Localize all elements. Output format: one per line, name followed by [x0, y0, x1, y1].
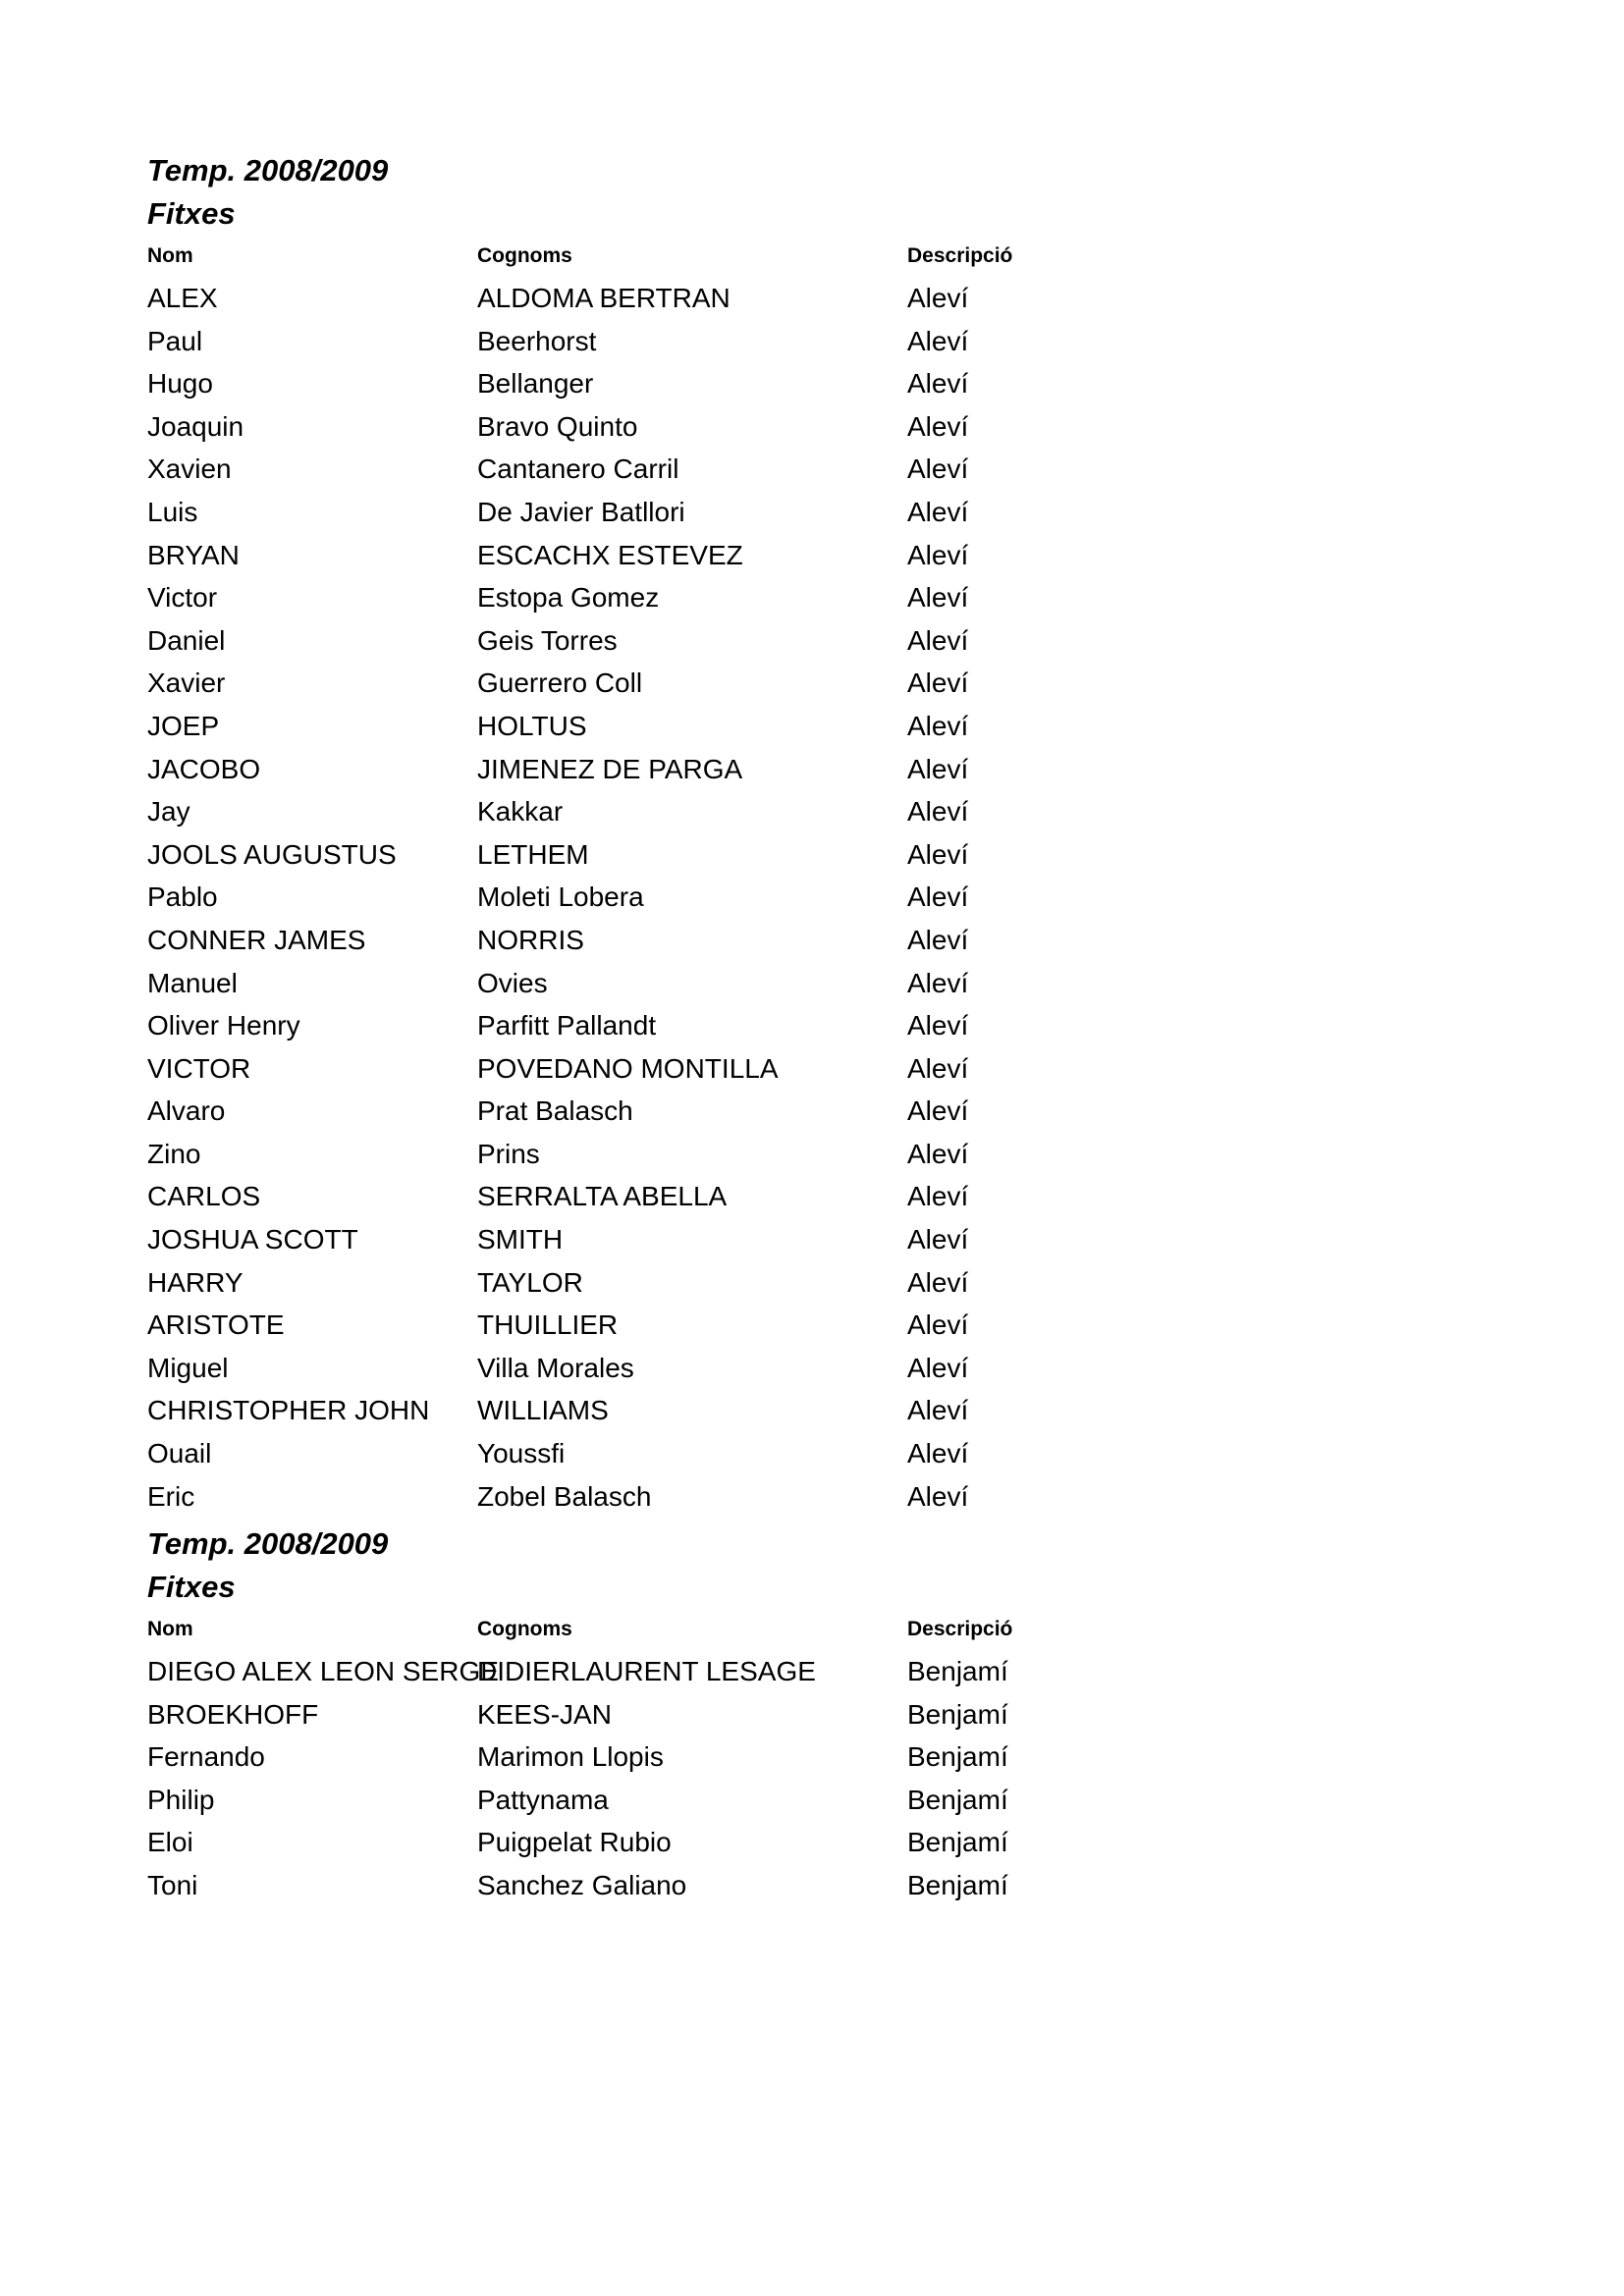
- table-row: [147, 919, 1227, 962]
- header-nom: Nom: [147, 244, 193, 267]
- cell-descripcio: Benjamí: [907, 1869, 1008, 1900]
- table-row: [147, 1864, 1227, 1907]
- table-row: [147, 876, 1227, 919]
- table-row: [147, 576, 1227, 619]
- cell-nom: Zino: [147, 1138, 201, 1169]
- cell-nom: DIEGO ALEX LEON SERGE: [147, 1656, 499, 1686]
- table-row: [147, 320, 1227, 363]
- cell-nom: Eric: [147, 1480, 195, 1512]
- cell-nom: CARLOS: [147, 1181, 261, 1212]
- table-row: [147, 1432, 1227, 1475]
- cell-cognoms: Sanchez Galiano: [477, 1869, 687, 1900]
- cell-nom: CHRISTOPHER JOHN: [147, 1395, 430, 1426]
- cell-descripcio: Aleví: [907, 1095, 969, 1127]
- cell-nom: ARISTOTE: [147, 1309, 285, 1341]
- cell-nom: Miguel: [147, 1352, 229, 1383]
- cell-nom: Ouail: [147, 1438, 212, 1469]
- cell-cognoms: SMITH: [477, 1224, 564, 1255]
- cell-descripcio: Aleví: [907, 1010, 969, 1041]
- table-row: [147, 1304, 1227, 1347]
- cell-cognoms: WILLIAMS: [477, 1395, 609, 1426]
- table-row: [147, 1218, 1227, 1261]
- cell-nom: HARRY: [147, 1266, 244, 1298]
- column-headers: [147, 1609, 1227, 1650]
- header-nom: Nom: [147, 1618, 193, 1640]
- cell-descripcio: Benjamí: [907, 1741, 1008, 1773]
- cell-nom: Oliver Henry: [147, 1010, 300, 1041]
- cell-nom: Luis: [147, 496, 198, 527]
- cell-cognoms: Moleti Lobera: [477, 881, 644, 913]
- cell-cognoms: Prins: [477, 1138, 540, 1169]
- cell-descripcio: Aleví: [907, 325, 969, 356]
- table-row: [147, 962, 1227, 1005]
- season-title: Temp. 2008/2009: [147, 153, 389, 187]
- header-cognoms: Cognoms: [477, 1618, 572, 1640]
- cell-nom: Manuel: [147, 967, 238, 998]
- cell-nom: JOOLS AUGUSTUS: [147, 838, 397, 870]
- table-row: [147, 1650, 1227, 1693]
- table-row: [147, 277, 1227, 320]
- cell-nom: BROEKHOFF: [147, 1698, 319, 1730]
- cell-nom: Eloi: [147, 1827, 193, 1858]
- cell-cognoms: Marimon Llopis: [477, 1741, 664, 1773]
- roster-section-alevi: [147, 149, 1227, 1518]
- cell-descripcio: Aleví: [907, 1438, 969, 1469]
- cell-cognoms: Beerhorst: [477, 325, 597, 356]
- table-row: [147, 1735, 1227, 1779]
- cell-descripcio: Aleví: [907, 838, 969, 870]
- cell-descripcio: Aleví: [907, 924, 969, 955]
- cell-descripcio: Aleví: [907, 1395, 969, 1426]
- cell-cognoms: TAYLOR: [477, 1266, 583, 1298]
- table-row: [147, 448, 1227, 491]
- table-row: [147, 1261, 1227, 1305]
- cell-descripcio: Aleví: [907, 753, 969, 784]
- cell-cognoms: Cantanero Carril: [477, 454, 679, 485]
- cell-descripcio: Aleví: [907, 539, 969, 570]
- cell-descripcio: Aleví: [907, 283, 969, 313]
- cell-nom: Daniel: [147, 624, 226, 656]
- table-row: [147, 1389, 1227, 1432]
- cell-nom: Hugo: [147, 368, 213, 400]
- cell-descripcio: Aleví: [907, 1266, 969, 1298]
- table-row: [147, 362, 1227, 405]
- table-row: [147, 833, 1227, 877]
- cell-descripcio: Aleví: [907, 881, 969, 913]
- header-descripcio: Descripció: [907, 244, 1013, 267]
- table-row: [147, 1821, 1227, 1864]
- section-subtitle: Fitxes: [147, 196, 236, 231]
- cell-nom: BRYAN: [147, 539, 240, 570]
- cell-cognoms: HOLTUS: [477, 710, 587, 741]
- cell-descripcio: Aleví: [907, 796, 969, 828]
- cell-descripcio: Aleví: [907, 1480, 969, 1512]
- cell-descripcio: Aleví: [907, 368, 969, 400]
- cell-descripcio: Benjamí: [907, 1827, 1008, 1858]
- cell-cognoms: SERRALTA ABELLA: [477, 1181, 728, 1212]
- cell-cognoms: Youssfi: [477, 1438, 566, 1469]
- cell-descripcio: Aleví: [907, 454, 969, 485]
- cell-cognoms: Prat Balasch: [477, 1095, 633, 1127]
- cell-nom: CONNER JAMES: [147, 924, 366, 955]
- cell-cognoms: Guerrero Coll: [477, 667, 643, 699]
- table-row: [147, 491, 1227, 534]
- table-row: [147, 790, 1227, 833]
- table-row: [147, 534, 1227, 577]
- table-row: [147, 619, 1227, 663]
- cell-descripcio: Aleví: [907, 624, 969, 656]
- cell-cognoms: Geis Torres: [477, 624, 618, 656]
- cell-nom: Xavier: [147, 667, 226, 699]
- cell-nom: VICTOR: [147, 1052, 251, 1084]
- cell-cognoms: KEES-JAN: [477, 1698, 612, 1730]
- cell-cognoms: Zobel Balasch: [477, 1480, 652, 1512]
- table-row: [147, 1133, 1227, 1176]
- header-cognoms: Cognoms: [477, 244, 572, 267]
- cell-nom: JOEP: [147, 710, 220, 741]
- cell-nom: Paul: [147, 325, 203, 356]
- cell-cognoms: Puigpelat Rubio: [477, 1827, 672, 1858]
- table-row: [147, 1090, 1227, 1133]
- cell-nom: Toni: [147, 1869, 198, 1900]
- cell-cognoms: Parfitt Pallandt: [477, 1010, 657, 1041]
- roster-section-benjami: [147, 1522, 1227, 1907]
- season-title: Temp. 2008/2009: [147, 1526, 389, 1561]
- cell-cognoms: Villa Morales: [477, 1352, 634, 1383]
- cell-cognoms: Pattynama: [477, 1784, 609, 1815]
- cell-descripcio: Aleví: [907, 1052, 969, 1084]
- table-row: [147, 705, 1227, 748]
- cell-cognoms: Bellanger: [477, 368, 594, 400]
- table-row: [147, 662, 1227, 705]
- cell-nom: Pablo: [147, 881, 218, 913]
- cell-descripcio: Aleví: [907, 1138, 969, 1169]
- column-headers: [147, 236, 1227, 277]
- cell-cognoms: ESCACHX ESTEVEZ: [477, 539, 743, 570]
- cell-nom: Alvaro: [147, 1095, 226, 1127]
- cell-descripcio: Aleví: [907, 1224, 969, 1255]
- cell-descripcio: Aleví: [907, 667, 969, 699]
- cell-descripcio: Aleví: [907, 496, 969, 527]
- cell-cognoms: THUILLIER: [477, 1309, 619, 1341]
- cell-descripcio: Benjamí: [907, 1656, 1008, 1686]
- cell-nom: JACOBO: [147, 753, 261, 784]
- cell-cognoms: De Javier Batllori: [477, 496, 685, 527]
- cell-cognoms: Ovies: [477, 967, 548, 998]
- cell-descripcio: Aleví: [907, 1309, 969, 1341]
- table-row: [147, 1175, 1227, 1218]
- header-descripcio: Descripció: [907, 1618, 1013, 1640]
- table-row: [147, 1004, 1227, 1047]
- table-row: [147, 1347, 1227, 1390]
- cell-descripcio: Aleví: [907, 410, 969, 442]
- cell-cognoms: Estopa Gomez: [477, 582, 660, 614]
- table-row: [147, 405, 1227, 449]
- cell-cognoms: Kakkar: [477, 796, 564, 828]
- cell-nom: Fernando: [147, 1741, 265, 1773]
- cell-cognoms: POVEDANO MONTILLA: [477, 1052, 779, 1084]
- cell-descripcio: Benjamí: [907, 1784, 1008, 1815]
- cell-cognoms: LETHEM: [477, 838, 589, 870]
- cell-descripcio: Aleví: [907, 582, 969, 614]
- cell-descripcio: Aleví: [907, 1181, 969, 1212]
- cell-cognoms: NORRIS: [477, 924, 584, 955]
- cell-nom: JOSHUA SCOTT: [147, 1224, 358, 1255]
- cell-nom: Philip: [147, 1784, 215, 1815]
- cell-nom: Jay: [147, 796, 190, 828]
- cell-descripcio: Benjamí: [907, 1698, 1008, 1730]
- cell-descripcio: Aleví: [907, 1352, 969, 1383]
- cell-descripcio: Aleví: [907, 710, 969, 741]
- section-subtitle: Fitxes: [147, 1570, 236, 1604]
- table-row: [147, 1475, 1227, 1519]
- table-row: [147, 1047, 1227, 1091]
- cell-nom: Victor: [147, 582, 218, 614]
- cell-nom: Xavien: [147, 454, 232, 485]
- cell-descripcio: Aleví: [907, 967, 969, 998]
- cell-cognoms: ALDOMA BERTRAN: [477, 283, 731, 313]
- cell-nom: Joaquin: [147, 410, 244, 442]
- table-row: [147, 1779, 1227, 1822]
- table-row: [147, 1693, 1227, 1736]
- table-row: [147, 748, 1227, 791]
- cell-cognoms: DIDIERLAURENT LESAGE: [477, 1656, 816, 1686]
- cell-nom: ALEX: [147, 283, 218, 313]
- cell-cognoms: Bravo Quinto: [477, 410, 638, 442]
- cell-cognoms: JIMENEZ DE PARGA: [477, 753, 743, 784]
